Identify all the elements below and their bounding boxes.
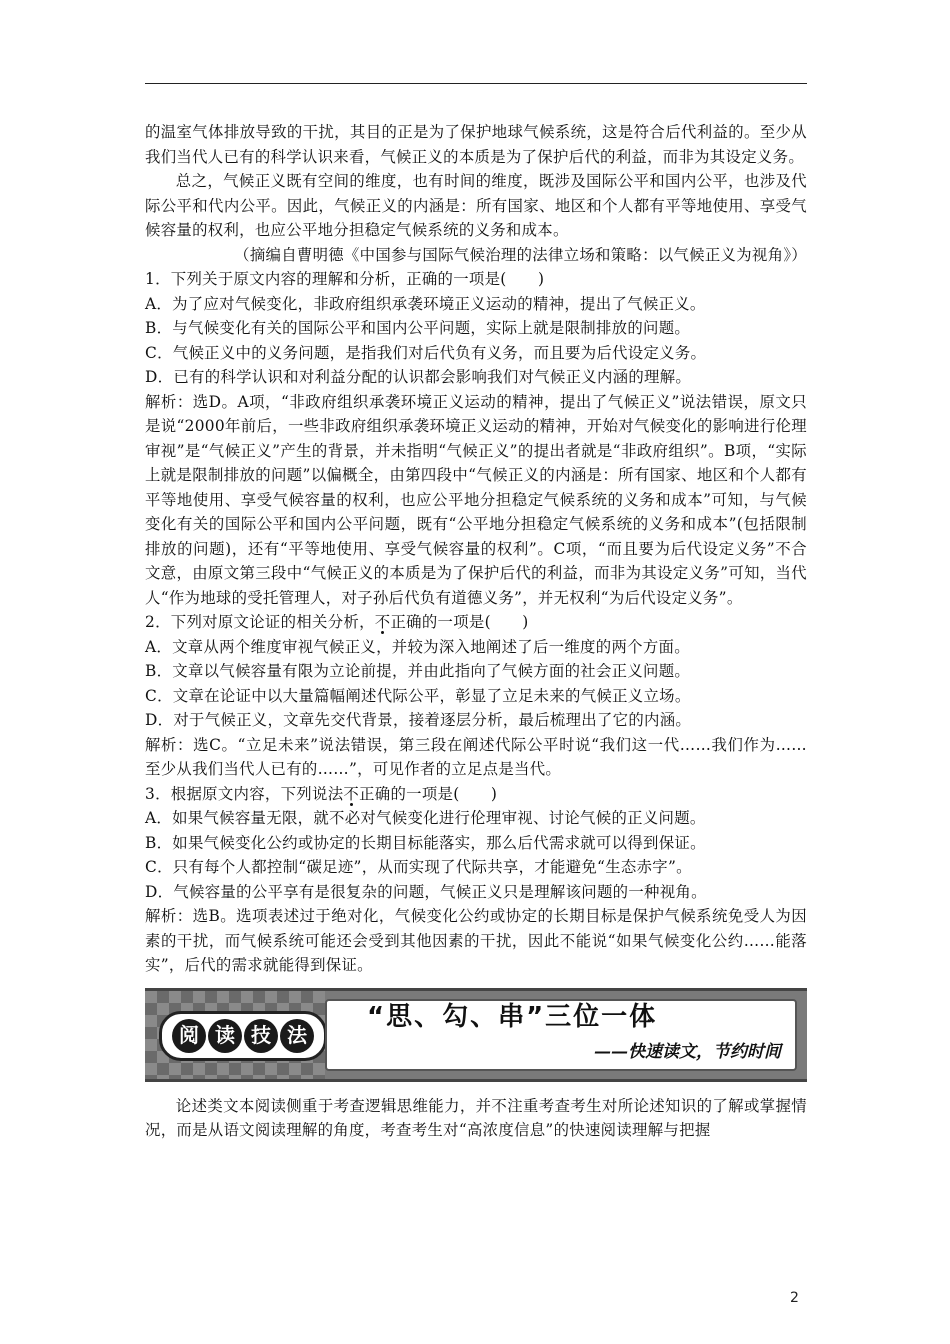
emphasis-mark: 不: [343, 784, 360, 803]
badge-char: 法: [280, 1019, 314, 1053]
question-3-stem-pre: 3．根据原文内容，下列说法: [145, 784, 344, 803]
question-3-stem-post: 正确的一项是( ): [359, 784, 498, 803]
banner-checker-pattern: [145, 991, 325, 1079]
badge-char: 技: [244, 1019, 278, 1053]
question-3-analysis: 解析：选B。选项表述过于绝对化，气候变化公约或协定的长期目标是保护气候系统免受人为因素的干扰，而气候系统可能还会受到其他因素的干扰，因此不能说“如果气候变化公约……能落实”，后代的需求就能得到保证。: [145, 907, 807, 974]
question-3-option-a: A．如果气候容量无限，就不必对气候变化进行伦理审视、讨论气候的正义问题。: [145, 809, 706, 827]
question-2-stem-pre: 2．下列对原文论证的相关分析，: [145, 613, 375, 631]
question-2-stem: [145, 610, 807, 635]
closing-paragraph: 论述类文本阅读侧重于考查逻辑思维能力，并不注重考查考生对所论述知识的了解或掌握情况，而是从语文阅读理解的角度，考查考生对“高浓度信息”的快速阅读理解与把握: [145, 1096, 807, 1139]
page-content: [145, 120, 807, 1143]
banner-badge: [159, 1011, 327, 1061]
question-1-option-a: A．为了应对气候变化，非政府组织承袭环境正义运动的精神，提出了气候正义。: [145, 294, 706, 313]
banner-title-box: [325, 999, 797, 1071]
banner-subtitle: ——快速读文，节约时间: [594, 1042, 781, 1062]
question-1-analysis: 解析：选D。A项，“非政府组织承袭环境正义运动的精神，提出了气候正义”说法错误，原文只是说“2000年前后，一些非政府组织承袭环境正义运动的精神，开始对气候变化的影响进行伦理审视”是“气候正义”产生的背景，并未指明“气候正义”的提出者就是“非政府组织”。B项，“实际上就是限制排放的问题”以偏概全，由第四段中“气候正义的内涵是：所有国家、地区和个人都有平等地使用、享受气候容量的权利，也应公平地分担稳定气候系统的义务和成本”可知，与气候变化有关的国际公平和国内公平问题，既有“公平地分担稳定气候系统的义务和成本”(包括限制排放的问题)，还有“平等地使用、享受气候容量的权利”。C项，“而且要为后代设定义务”不合文意，由原文第三段中“气候正义的本质是为了保护后代的利益，而非为其设定义务”可知，当代人“作为地球的受托管理人，对子孙后代负有道德义务”，并无权利“为后代设定义务”。: [145, 392, 807, 607]
question-2-analysis: 解析：选C。“立足未来”说法错误，第三段在阐述代际公平时说“我们这一代……我们作为……至少从我们当代人已有的……”，可见作者的立足点是当代。: [145, 735, 807, 778]
badge-char: 读: [208, 1019, 242, 1053]
question-2-option-b: B．文章以气候容量有限为立论前提，并由此指向了气候方面的社会正义问题。: [145, 662, 691, 680]
header-rule: [145, 83, 807, 84]
question-2-stem-post: 正确的一项是( ): [390, 613, 529, 631]
question-3-option-d: D．气候容量的公平享有是很复杂的问题，气候正义只是理解该问题的一种视角。: [145, 882, 707, 901]
question-2-option-c: C．文章在论证中以大量篇幅阐述代际公平，彰显了立足未来的气候正义立场。: [145, 686, 691, 705]
question-1-option-c: C．气候正义中的义务问题，是指我们对后代负有义务，而且要为后代设定义务。: [145, 343, 707, 362]
source-citation: （摘编自曹明德《中国参与国际气候治理的法律立场和策略：以气候正义为视角》）: [234, 245, 807, 264]
question-3-option-c: C．只有每个人都控制“碳足迹”，从而实现了代际共享，才能避免“生态赤字”。: [145, 858, 692, 876]
question-1-option-b: B．与气候变化有关的国际公平和国内公平问题，实际上就是限制排放的问题。: [145, 319, 691, 337]
emphasis-mark: 不: [374, 613, 391, 631]
question-3-option-b: B．如果气候变化公约或协定的长期目标能落实，那么后代需求就可以得到保证。: [145, 833, 706, 852]
page-number: 2: [790, 1290, 799, 1306]
badge-char: 阅: [172, 1019, 206, 1053]
banner-title: “思、勾、串”三位一体: [367, 1001, 658, 1032]
question-2-option-a: A．文章从两个维度审视气候正义，并较为深入地阐述了后一维度的两个方面。: [145, 637, 690, 656]
question-1-option-d: D．已有的科学认识和对利益分配的认识都会影响我们对气候正义内涵的理解。: [145, 368, 692, 386]
paragraph-1: 的温室气体排放导致的干扰，其目的正是为了保护地球气候系统，这是符合后代利益的。至少从我们当代人已有的科学认识来看，气候正义的本质是为了保护后代的利益，而非为其设定义务。: [145, 123, 807, 166]
reading-skills-banner: [145, 988, 807, 1082]
question-3-stem: [145, 782, 807, 807]
question-2-option-d: D．对于气候正义，文章先交代背景，接着逐层分析，最后梳理出了它的内涵。: [145, 711, 692, 729]
paragraph-2: 总之，气候正义既有空间的维度，也有时间的维度，既涉及国际公平和国内公平，也涉及代际公平和代内公平。因此，气候正义的内涵是：所有国家、地区和个人都有平等地使用、享受气候容量的权利，也应公平地分担稳定气候系统的义务和成本。: [145, 172, 807, 239]
question-1-stem: 1．下列关于原文内容的理解和分析，正确的一项是( ): [145, 270, 545, 288]
